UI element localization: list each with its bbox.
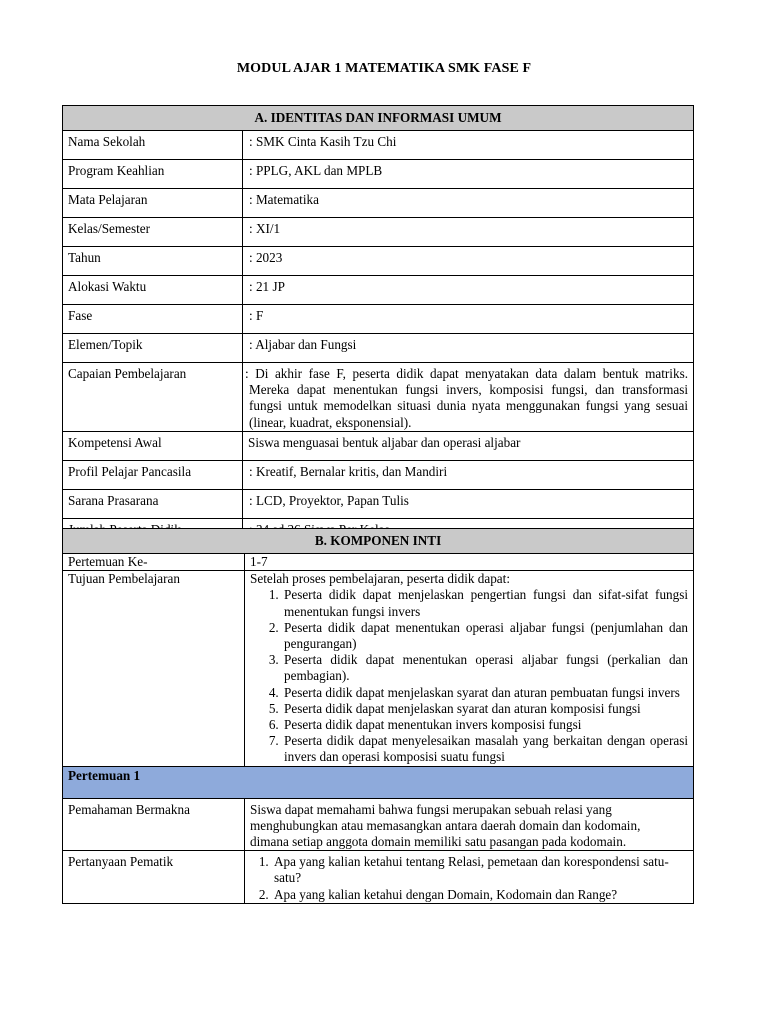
document-title: MODUL AJAR 1 MATEMATIKA SMK FASE F [236, 61, 532, 76]
row-label-fase: Fase [63, 305, 243, 334]
list-item: 1. Peserta didik dapat menjelaskan pengertian fungsi dan sifat-sifat fungsi menentukan fungsi invers [282, 587, 688, 619]
row-label-profil-pelajar: Profil Pelajar Pancasila [63, 460, 243, 489]
tujuan-value [245, 571, 694, 766]
row-label-mata-pelajaran: Mata Pelajaran [63, 189, 243, 218]
identity-table [62, 105, 694, 548]
row-value-alokasi-waktu: : 21 JP [243, 276, 694, 305]
pertemuan-label: Pertemuan Ke- [63, 554, 245, 571]
row-label-tahun: Tahun [63, 247, 243, 276]
table-row [63, 160, 694, 189]
list-item: 4. Peserta didik dapat menjelaskan syarat dan aturan pembuatan fungsi invers [282, 685, 688, 701]
table-row [63, 131, 694, 160]
row-value-nama-sekolah: : SMK Cinta Kasih Tzu Chi [243, 131, 694, 160]
table-row [63, 363, 694, 432]
list-item: 3. Peserta didik dapat menentukan operasi aljabar fungsi (perkalian dan pembagian). [282, 652, 688, 684]
section-b-header-row [63, 529, 694, 554]
list-item: 5. Peserta didik dapat menjelaskan syarat dan aturan komposisi fungsi [282, 701, 688, 717]
pemahaman-label: Pemahaman Bermakna [63, 798, 245, 851]
pemantik-value [245, 851, 694, 904]
pemantik-label: Pertanyaan Pematik [63, 851, 245, 904]
row-value-capaian-pembelajaran: : Di akhir fase F, peserta didik dapat menyatakan data dalam bentuk matriks. Mereka dapat menentukan fungsi invers, komposisi fungsi, dan transformasi fungsi untuk memodelkan situasi dunia nyata menggunakan fungsi yang sesuai (linear, kuadrat, eksponensial). [243, 363, 694, 432]
table-row [63, 247, 694, 276]
core-component-table [62, 528, 694, 904]
table-row [63, 571, 694, 766]
pemantik-list [245, 854, 688, 903]
table-row [63, 276, 694, 305]
row-value-mata-pelajaran: : Matematika [243, 189, 694, 218]
row-value-kelas-semester: : XI/1 [243, 218, 694, 247]
table-row [63, 334, 694, 363]
table-row [63, 489, 694, 518]
row-value-kompetensi-awal: Siswa menguasai bentuk aljabar dan operasi aljabar [243, 431, 694, 460]
table-row [63, 554, 694, 571]
row-label-capaian-pembelajaran: Capaian Pembelajaran [63, 363, 243, 432]
table-row [63, 305, 694, 334]
row-label-nama-sekolah: Nama Sekolah [63, 131, 243, 160]
row-value-elemen-topik: : Aljabar dan Fungsi [243, 334, 694, 363]
section-b-heading: B. KOMPONEN INTI [63, 529, 694, 554]
list-item: 6. Peserta didik dapat menentukan invers komposisi fungsi [282, 717, 688, 733]
table-row [63, 460, 694, 489]
list-item: 2. Peserta didik dapat menentukan operasi aljabar fungsi (penjumlahan dan pengurangan) [282, 620, 688, 652]
tujuan-label: Tujuan Pembelajaran [63, 571, 245, 766]
tujuan-list [250, 587, 688, 765]
pemahaman-value: Siswa dapat memahami bahwa fungsi merupakan sebuah relasi yang menghubungkan atau memasangkan antara daerah domain dan kodomain, dimana setiap anggota domain memiliki satu pasangan pada kodomain. [245, 798, 694, 851]
pertemuan-value: 1-7 [245, 554, 694, 571]
table-row [63, 798, 694, 851]
pertemuan-1-heading: Pertemuan 1 [63, 766, 694, 798]
row-value-tahun: : 2023 [243, 247, 694, 276]
row-label-sarana-prasarana: Sarana Prasarana [63, 489, 243, 518]
row-value-fase: : F [243, 305, 694, 334]
tujuan-intro: Setelah proses pembelajaran, peserta didik dapat: [250, 571, 510, 587]
row-label-kelas-semester: Kelas/Semester [63, 218, 243, 247]
row-value-program-keahlian: : PPLG, AKL dan MPLB [243, 160, 694, 189]
section-a-heading: A. IDENTITAS DAN INFORMASI UMUM [63, 106, 694, 131]
row-label-alokasi-waktu: Alokasi Waktu [63, 276, 243, 305]
row-value-profil-pelajar: : Kreatif, Bernalar kritis, dan Mandiri [243, 460, 694, 489]
list-item: 1. Apa yang kalian ketahui tentang Relasi, pemetaan dan korespondensi satu-satu? [272, 854, 688, 886]
row-value-sarana-prasarana: : LCD, Proyektor, Papan Tulis [243, 489, 694, 518]
pertemuan-1-row [63, 766, 694, 798]
table-row [63, 851, 694, 904]
table-row [63, 218, 694, 247]
table-row [63, 431, 694, 460]
row-label-program-keahlian: Program Keahlian [63, 160, 243, 189]
list-item: 7. Peserta didik dapat menyelesaikan masalah yang berkaitan dengan operasi invers dan operasi komposisi suatu fungsi [282, 733, 688, 765]
section-a-header-row [63, 106, 694, 131]
row-label-elemen-topik: Elemen/Topik [63, 334, 243, 363]
row-label-kompetensi-awal: Kompetensi Awal [63, 431, 243, 460]
table-row [63, 189, 694, 218]
list-item: 2. Apa yang kalian ketahui dengan Domain, Kodomain dan Range? [272, 887, 688, 903]
